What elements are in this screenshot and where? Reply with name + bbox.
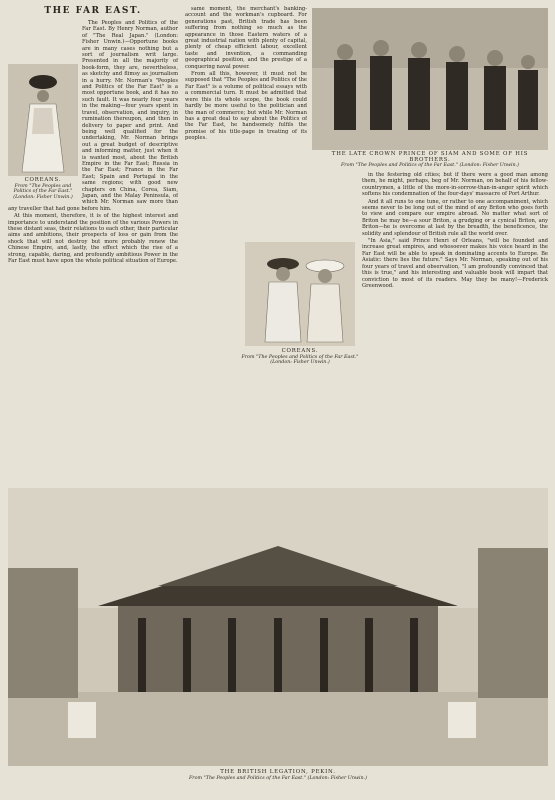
caption-source: From "The Peoples and Politics of the Far East." (London: Fisher Unwin.) bbox=[188, 775, 368, 781]
coreans-center-caption bbox=[240, 349, 360, 366]
caption-source: From "The Peoples and Politics of the Far East." (London: Fisher Unwin.) bbox=[340, 163, 520, 169]
caption-title: THE LATE CROWN PRINCE OF SIAM AND SOME OF HIS BROTHERS. bbox=[331, 151, 529, 163]
british-legation-photo bbox=[8, 488, 548, 766]
column-paragraph: "In Asia," said Prince Henri of Orleans, "will be founded and increase great empires, and whosoever makes his voice heard in the Far East will be able to speak in dominating accents to Europe. Be Asiatic: there lies the future." Says Mr. Norman, speaking out of his four years of travel and observation, "I am profoundly convinced that this is true," and his interesting and valuable book will impart that conviction to most of its readers. May they be many!—Frederick Greenwood. bbox=[362, 238, 548, 289]
column-paragraph: At this moment, therefore, it is of the highest interest and importance to understand the position of the various Powers in these distant seas, their relations to each other, their particular aims and ambitions, their prospects of loss or gain from the shock that will not destroy but more probably renew the Chinese Empire, and, lastly, the effect which the rise of a strong, capable, daring, and profoundly ambitious Power in the Far East must have upon the whole political situation of Europe. bbox=[8, 213, 178, 265]
caption-title: COREANS. bbox=[24, 177, 62, 183]
column-paragraph: same moment, the merchant's banking-account and the workman's cupboard. For generations past, British trade has been suffering from nothing so much as the appearance in those Eastern waters of a great industrial nation with plenty of capital, plenty of cheap efficient labour, excellent taste and invention, a commanding geographical position, and the prestige of a conquering naval power. bbox=[185, 6, 307, 70]
coreans-pair-illustration bbox=[245, 242, 355, 346]
column-paragraph: The Peoples and Politics of the Far East. By Henry Norman, author of "The Real Japan." (London: Fisher Unwin.)—Opportune books are in many cases nothing but a sort of journalism writ large. Presented in all the majority of book-form, they are, nevertheless, as sketchy and flimsy as journalism in a hurry. Mr. Norman's "Peoples and Politics of the Far East" is a most opportune book, and it has no such fault. It was nearly four years in the making—four years spent in travel, observation, and inquiry, in rumination thereupon, and then in delivery to paper and print. And being well qualified for the undertaking, Mr. Norman brings out a great budget of descriptive and informing matter, just when it is wanted most, about the British Empire in the Far East; Russia in the Far East; France in the Far East; Spain and Portugal in the same regions; with good new chapters on China, Corea, Siam, Japan, and the Malay Peninsula, of which Mr. Norman saw more than any traveller that had gone before him. bbox=[8, 20, 178, 212]
page-title: THE FAR EAST. bbox=[44, 6, 142, 16]
coreans-left-caption bbox=[8, 178, 78, 200]
coreans-photo-left bbox=[8, 64, 78, 176]
caption-credit: (London: Fisher Unwin.) bbox=[13, 194, 73, 200]
caption-credit: (London: Fisher Unwin.) bbox=[270, 360, 330, 366]
coreans-figures-illustration bbox=[8, 64, 78, 176]
siam-princes-caption bbox=[312, 152, 548, 169]
column-paragraph: From all this, however, it must not be supposed that "The Peoples and Politics of the Far East" is a volume of political essays with a commercial turn. It must be admitted that were this its whole scope, the book could hardly be more useful to the politician and the man of commerce; but while Mr. Norman has a great deal to say about the Politics of the Far East, he handsomely fulfils the promise of his title-page in treating of its peoples. bbox=[185, 71, 307, 142]
column-paragraph: And it all runs to one tune, or rather to one accompaniment, which seems never to be long out of the mind of any Briton who goes forth to view and compare our empire abroad. No matter what sort of Briton he may be—a sour Briton, a grudging or a cynical Briton, any Briton—he is overcome at last by the breadth, the beneficence, the solidity and splendour of British rule all the world over. bbox=[362, 198, 548, 237]
coreans-photo-center bbox=[245, 242, 355, 346]
caption-title: THE BRITISH LEGATION, PEKIN. bbox=[220, 769, 336, 775]
caption-source: From "The Peoples and Politics of the Far East." bbox=[13, 183, 73, 195]
legation-building-illustration bbox=[8, 488, 548, 766]
princes-group-illustration bbox=[312, 8, 548, 150]
siam-princes-photo bbox=[312, 8, 548, 150]
column-paragraph: in the festering old cities; but if there were a good man among them, he might, perhaps, beg of Mr. Norman, on behalf of his fellow-countrymen, a little of the more-in-sorrow-than-in-anger spirit which softens his condemnation of the four-days' massacre of Port Arthur. bbox=[362, 172, 548, 198]
caption-title: COREANS. bbox=[281, 348, 319, 354]
article-column-3 bbox=[362, 172, 548, 480]
article-column-1 bbox=[8, 20, 178, 480]
caption-source: From "The Peoples and Politics of the Far East." bbox=[241, 354, 359, 360]
legation-caption bbox=[8, 770, 548, 781]
